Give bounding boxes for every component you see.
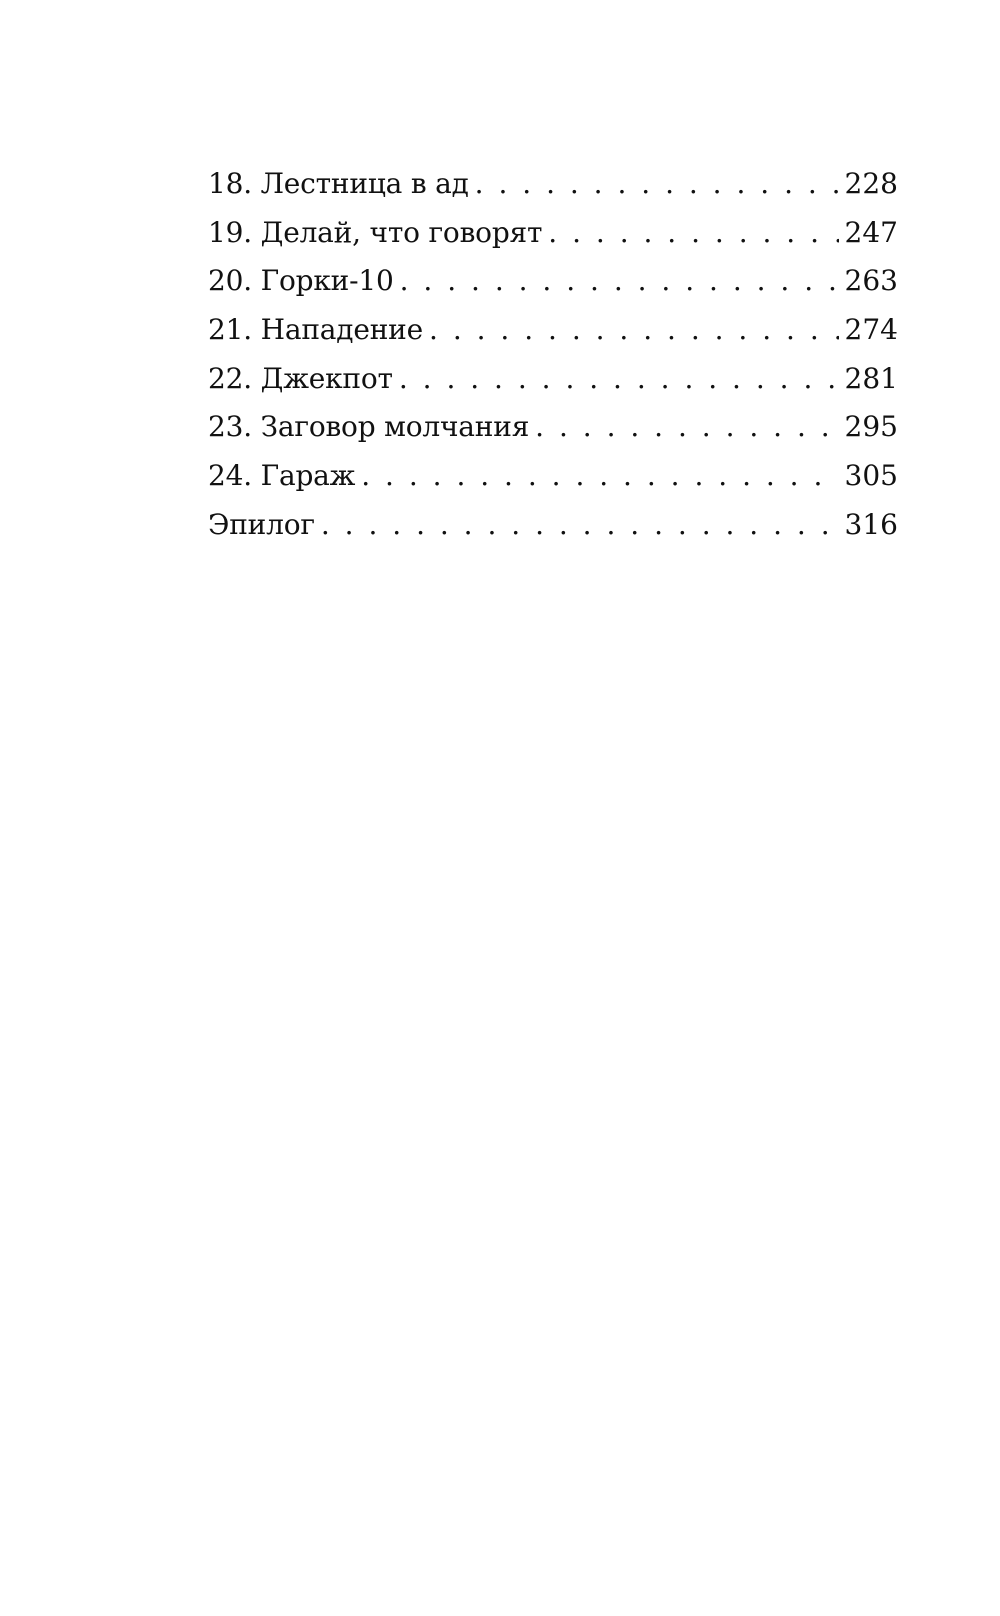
toc-entry-title: Эпилог	[208, 507, 315, 541]
toc-dot-leader	[399, 359, 839, 399]
toc-entry	[208, 359, 898, 408]
toc-dot-leader	[361, 456, 838, 496]
toc-entry-title: 18. Лестница в ад	[208, 167, 469, 200]
toc-entry-page: 247	[844, 215, 898, 249]
toc-dot-leader	[400, 261, 839, 301]
toc-dot-leader	[548, 213, 838, 253]
toc-entry	[208, 261, 898, 310]
toc-entry-page: 228	[844, 167, 898, 200]
toc-dot-leader	[429, 310, 839, 350]
toc-entry-page: 263	[844, 264, 898, 298]
toc-entry-page: 295	[844, 410, 898, 444]
toc-entry-title: 22. Джекпот	[208, 361, 393, 395]
toc-dot-leader	[475, 164, 839, 204]
toc-dot-leader	[321, 505, 839, 545]
toc-entry-page: 316	[844, 507, 898, 541]
toc-entry	[208, 164, 898, 213]
toc-entry-title: 19. Делай, что говорят	[208, 215, 543, 249]
toc-entry-title: 20. Горки-10	[208, 264, 394, 298]
toc-entry-title: 24. Гараж	[208, 459, 356, 493]
toc-entry	[208, 456, 898, 505]
toc-entry-title: 21. Нападение	[208, 313, 424, 347]
toc-entry	[208, 505, 898, 554]
toc-entry-page: 274	[844, 313, 898, 347]
toc-entry	[208, 310, 898, 359]
toc-entry-page: 281	[844, 361, 898, 395]
toc-dot-leader	[535, 407, 838, 447]
toc-entry-page: 305	[844, 459, 898, 493]
toc-entry-title: 23. Заговор молчания	[208, 410, 530, 444]
toc-entry	[208, 213, 898, 262]
toc-entry	[208, 407, 898, 456]
table-of-contents	[208, 164, 898, 554]
